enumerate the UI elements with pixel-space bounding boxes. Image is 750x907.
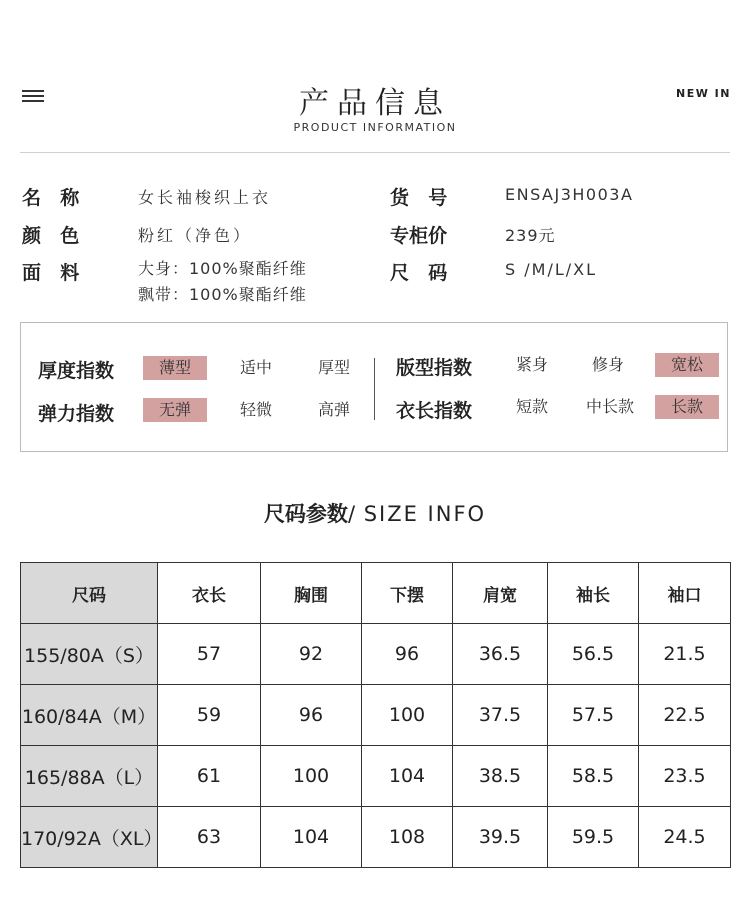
- elasticity-index-label: 弹力指数: [38, 403, 115, 425]
- new-in-badge: NEW IN: [676, 87, 731, 100]
- fabric-label: 面 料: [22, 262, 82, 284]
- cell-size: 160/84A（M）: [21, 685, 158, 746]
- fabric-value-body: 大身：100%聚酯纤维: [138, 259, 307, 278]
- length-option-mid: 中长款: [585, 397, 634, 416]
- thickness-option-medium: 适中: [239, 358, 272, 377]
- cell-value: 108: [362, 807, 453, 868]
- thickness-option-thin: 薄型: [143, 356, 207, 380]
- cell-value: 61: [158, 746, 261, 807]
- cell-value: 56.5: [548, 624, 639, 685]
- thickness-index-label: 厚度指数: [38, 360, 115, 382]
- cell-value: 37.5: [453, 685, 548, 746]
- cell-value: 21.5: [639, 624, 731, 685]
- header-size: 尺码: [21, 563, 158, 624]
- length-option-long: 长款: [655, 395, 719, 419]
- page-title: 产品信息: [299, 86, 451, 121]
- size-label: 尺 码: [390, 262, 450, 284]
- price-label: 专柜价: [390, 225, 448, 247]
- cell-value: 92: [261, 624, 362, 685]
- cell-value: 58.5: [548, 746, 639, 807]
- page-subtitle: PRODUCT INFORMATION: [293, 121, 457, 134]
- elasticity-option-slight: 轻微: [239, 400, 272, 419]
- cell-value: 57: [158, 624, 261, 685]
- size-table: [20, 562, 731, 868]
- table-row: [21, 746, 731, 807]
- cell-value: 100: [261, 746, 362, 807]
- elasticity-option-high: 高弹: [317, 400, 350, 419]
- price-value: 239元: [505, 226, 556, 245]
- length-option-short: 短款: [515, 397, 548, 416]
- cell-value: 23.5: [639, 746, 731, 807]
- cell-size: 165/88A（L）: [21, 746, 158, 807]
- name-label: 名 称: [22, 187, 82, 209]
- sku-value: ENSAJ3H003A: [505, 185, 634, 204]
- cell-size: 155/80A（S）: [21, 624, 158, 685]
- length-index-label: 衣长指数: [396, 400, 473, 422]
- table-row: [21, 624, 731, 685]
- header-divider: [20, 152, 730, 153]
- table-row: [21, 685, 731, 746]
- cell-value: 59: [158, 685, 261, 746]
- cell-value: 39.5: [453, 807, 548, 868]
- cell-value: 96: [261, 685, 362, 746]
- sku-label: 货 号: [390, 187, 450, 209]
- fit-index-label: 版型指数: [396, 357, 473, 379]
- fit-option-slim: 修身: [591, 355, 624, 374]
- fit-option-tight: 紧身: [515, 355, 548, 374]
- color-label: 颜 色: [22, 225, 82, 247]
- fit-option-loose: 宽松: [655, 353, 719, 377]
- cell-value: 104: [261, 807, 362, 868]
- cell-value: 96: [362, 624, 453, 685]
- cell-size: 170/92A（XL）: [21, 807, 158, 868]
- name-value: 女长袖梭织上衣: [138, 188, 272, 207]
- elasticity-option-none: 无弹: [143, 398, 207, 422]
- cell-value: 38.5: [453, 746, 548, 807]
- cell-value: 100: [362, 685, 453, 746]
- cell-value: 59.5: [548, 807, 639, 868]
- header-length: 衣长: [158, 563, 261, 624]
- fabric-value-ribbon: 飘带：100%聚酯纤维: [138, 285, 307, 304]
- index-divider: [374, 358, 375, 420]
- header-sleeve: 袖长: [548, 563, 639, 624]
- cell-value: 57.5: [548, 685, 639, 746]
- size-info-title: 尺码参数/ SIZE INFO: [263, 502, 487, 526]
- cell-value: 24.5: [639, 807, 731, 868]
- cell-value: 104: [362, 746, 453, 807]
- color-value: 粉红（净色）: [138, 226, 253, 245]
- table-row: [21, 807, 731, 868]
- cell-value: 63: [158, 807, 261, 868]
- header-cuff: 袖口: [639, 563, 731, 624]
- table-header-row: [21, 563, 731, 624]
- header-hem: 下摆: [362, 563, 453, 624]
- cell-value: 36.5: [453, 624, 548, 685]
- header-chest: 胸围: [261, 563, 362, 624]
- header-shoulder: 肩宽: [453, 563, 548, 624]
- cell-value: 22.5: [639, 685, 731, 746]
- thickness-option-thick: 厚型: [317, 358, 350, 377]
- size-value: S /M/L/XL: [505, 260, 598, 279]
